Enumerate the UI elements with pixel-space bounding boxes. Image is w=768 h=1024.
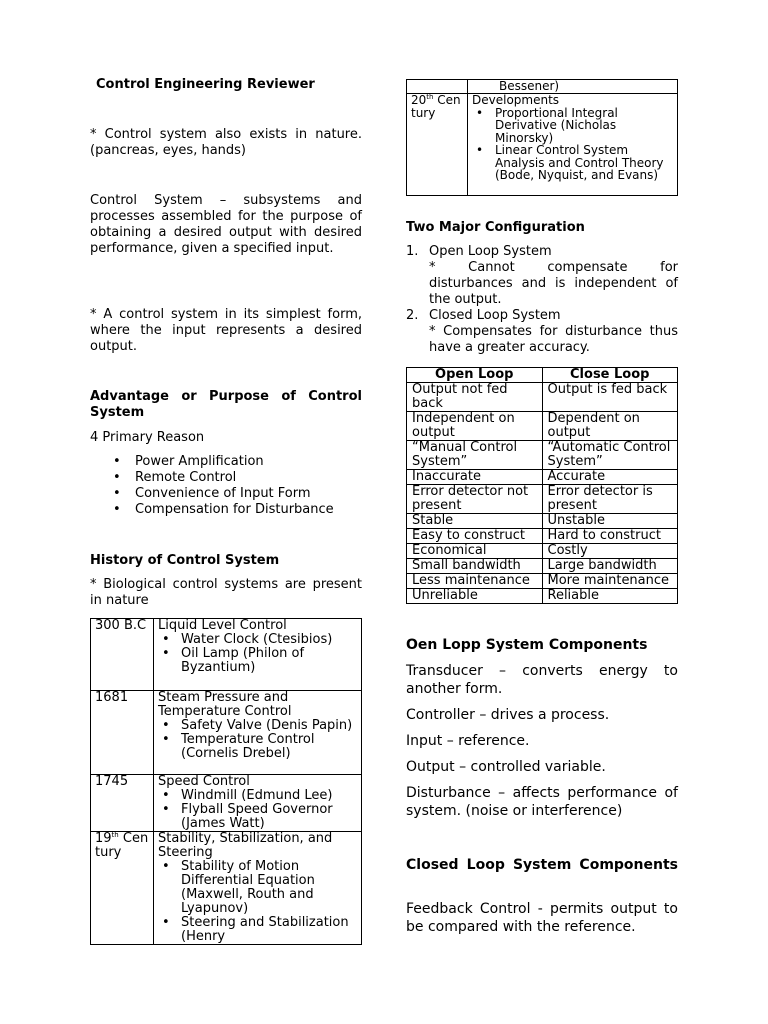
document-title: Control Engineering Reviewer: [96, 77, 315, 92]
table-cell: Error detector is present: [542, 485, 678, 514]
table-cell: Inaccurate: [407, 470, 543, 485]
table-cell: Stable: [407, 514, 543, 529]
reasons-list: [90, 454, 362, 518]
history-entry-title: Speed Control: [158, 774, 250, 789]
table-cell: Independent on output: [407, 412, 543, 441]
table-cell: Dependent on output: [542, 412, 678, 441]
history-year: 1745: [91, 775, 154, 832]
table-row: [407, 412, 678, 441]
table-cell: Economical: [407, 544, 543, 559]
configuration-list: [406, 244, 678, 356]
component-transducer: Transducer – converts energy to another form.: [406, 663, 678, 697]
table-cell: Output not fed back: [407, 383, 543, 412]
configuration-heading: Two Major Configuration: [406, 220, 585, 235]
table-cell: Reliable: [542, 589, 678, 604]
column-header: Open Loop: [407, 368, 543, 383]
advantage-heading: Advantage or Purpose of Control System: [90, 389, 362, 420]
table-cell: More maintenance: [542, 574, 678, 589]
history-entry-title: Developments: [472, 93, 560, 107]
table-row: [407, 470, 678, 485]
history-table-continued: [406, 79, 678, 196]
biological-note: * Biological control systems are present in nature: [90, 577, 362, 608]
list-item: • Oil Lamp (Philon of Byzantium): [158, 647, 357, 675]
list-item: • Power Amplification: [90, 454, 362, 470]
table-cell: Accurate: [542, 470, 678, 485]
history-entry-title: Steam Pressure and Temperature Control: [158, 690, 292, 719]
history-year: 300 B.C: [91, 619, 154, 691]
list-item: • Flyball Speed Governor (James Watt): [158, 803, 357, 831]
table-row: [91, 619, 362, 691]
list-item: • Stability of Motion Differential Equation (Maxwell, Routh and Lyapunov): [158, 860, 357, 916]
year-rest: Century: [411, 93, 461, 120]
table-cell: “Manual Control System”: [407, 441, 543, 470]
table-cell: “Automatic Control System”: [542, 441, 678, 470]
table-row: [407, 544, 678, 559]
control-system-definition: Control System – subsystems and processes assembled for the purpose of obtaining a desired output with desired performance, given a specified input.: [90, 193, 362, 256]
year-suffix: th: [111, 831, 119, 839]
history-entry-title: Liquid Level Control: [158, 618, 287, 633]
table-cell: Hard to construct: [542, 529, 678, 544]
column-header: Close Loop: [542, 368, 678, 383]
table-cell: Unstable: [542, 514, 678, 529]
table-row: [91, 691, 362, 775]
history-heading: History of Control System: [90, 553, 280, 568]
nature-note: * Control system also exists in nature. (pancreas, eyes, hands): [90, 127, 362, 158]
list-item: • Water Clock (Ctesibios): [158, 633, 357, 647]
history-year: 1681: [91, 691, 154, 775]
component-controller: Controller – drives a process.: [406, 707, 610, 723]
component-output: Output – controlled variable.: [406, 759, 606, 775]
year-number: 20: [411, 93, 427, 107]
list-item: • Linear Control System Analysis and Control Theory (Bode, Nyquist, and Evans): [472, 144, 673, 182]
list-item: • Temperature Control (Cornelis Drebel): [158, 733, 357, 761]
configuration-name: Open Loop System: [429, 244, 552, 259]
closed-loop-components-heading: Closed Loop System Components: [406, 857, 678, 873]
history-entry: [154, 832, 362, 945]
component-feedback-control: Feedback Control - permits output to be compared with the reference.: [406, 901, 678, 935]
year-suffix: th: [426, 93, 434, 101]
history-entry: [154, 775, 362, 832]
table-row: [91, 832, 362, 945]
list-item: [406, 308, 678, 356]
configuration-name: Closed Loop System: [429, 308, 561, 323]
table-row: [407, 514, 678, 529]
table-header-row: [407, 368, 678, 383]
history-year: [407, 94, 468, 196]
history-year: [407, 80, 468, 94]
table-row: [407, 383, 678, 412]
list-item: • Safety Valve (Denis Papin): [158, 719, 357, 733]
history-year: [91, 832, 154, 945]
table-row: [407, 80, 678, 94]
table-cell: Costly: [542, 544, 678, 559]
configuration-description: * Compensates for disturbance thus have a greater accuracy.: [429, 324, 678, 355]
table-row: [407, 559, 678, 574]
year-number: 19: [95, 831, 112, 846]
component-disturbance: Disturbance – affects performance of system. (noise or interference): [406, 785, 678, 819]
table-cell: Small bandwidth: [407, 559, 543, 574]
list-number: 2.: [406, 308, 419, 323]
table-cell: Output is fed back: [542, 383, 678, 412]
list-item: • Remote Control: [90, 470, 362, 486]
list-item: • Windmill (Edmund Lee): [158, 789, 357, 803]
history-entry: Bessener): [468, 80, 678, 94]
history-entry: [468, 94, 678, 196]
table-cell: Large bandwidth: [542, 559, 678, 574]
open-loop-components-heading: Oen Lopp System Components: [406, 637, 648, 653]
history-entry: [154, 619, 362, 691]
list-number: 1.: [406, 244, 419, 259]
open-loop-components: [406, 662, 678, 820]
history-entry-title: Stability, Stabilization, and Steering: [158, 831, 333, 860]
simplest-form-note: * A control system in its simplest form, where the input represents a desired output.: [90, 307, 362, 354]
table-row: [407, 589, 678, 604]
history-entry: [154, 691, 362, 775]
year-rest: Century: [95, 831, 149, 860]
table-cell: Error detector not present: [407, 485, 543, 514]
primary-reason-label: 4 Primary Reason: [90, 430, 205, 445]
history-table: [90, 618, 362, 945]
table-row: [407, 441, 678, 470]
list-item: • Convenience of Input Form: [90, 486, 362, 502]
table-row: [407, 485, 678, 514]
table-row: [407, 529, 678, 544]
list-item: • Proportional Integral Derivative (Nicholas Minorsky): [472, 107, 673, 145]
list-item: [406, 244, 678, 308]
table-cell: Easy to construct: [407, 529, 543, 544]
table-cell: Unreliable: [407, 589, 543, 604]
table-row: [91, 775, 362, 832]
table-row: [407, 94, 678, 196]
configuration-description: * Cannot compensate for disturbances and is independent of the output.: [429, 260, 678, 307]
comparison-table: [406, 367, 678, 604]
component-input: Input – reference.: [406, 733, 530, 749]
list-item: • Compensation for Disturbance: [90, 502, 362, 518]
table-cell: Less maintenance: [407, 574, 543, 589]
table-row: [407, 574, 678, 589]
list-item: • Steering and Stabilization (Henry: [158, 916, 357, 944]
